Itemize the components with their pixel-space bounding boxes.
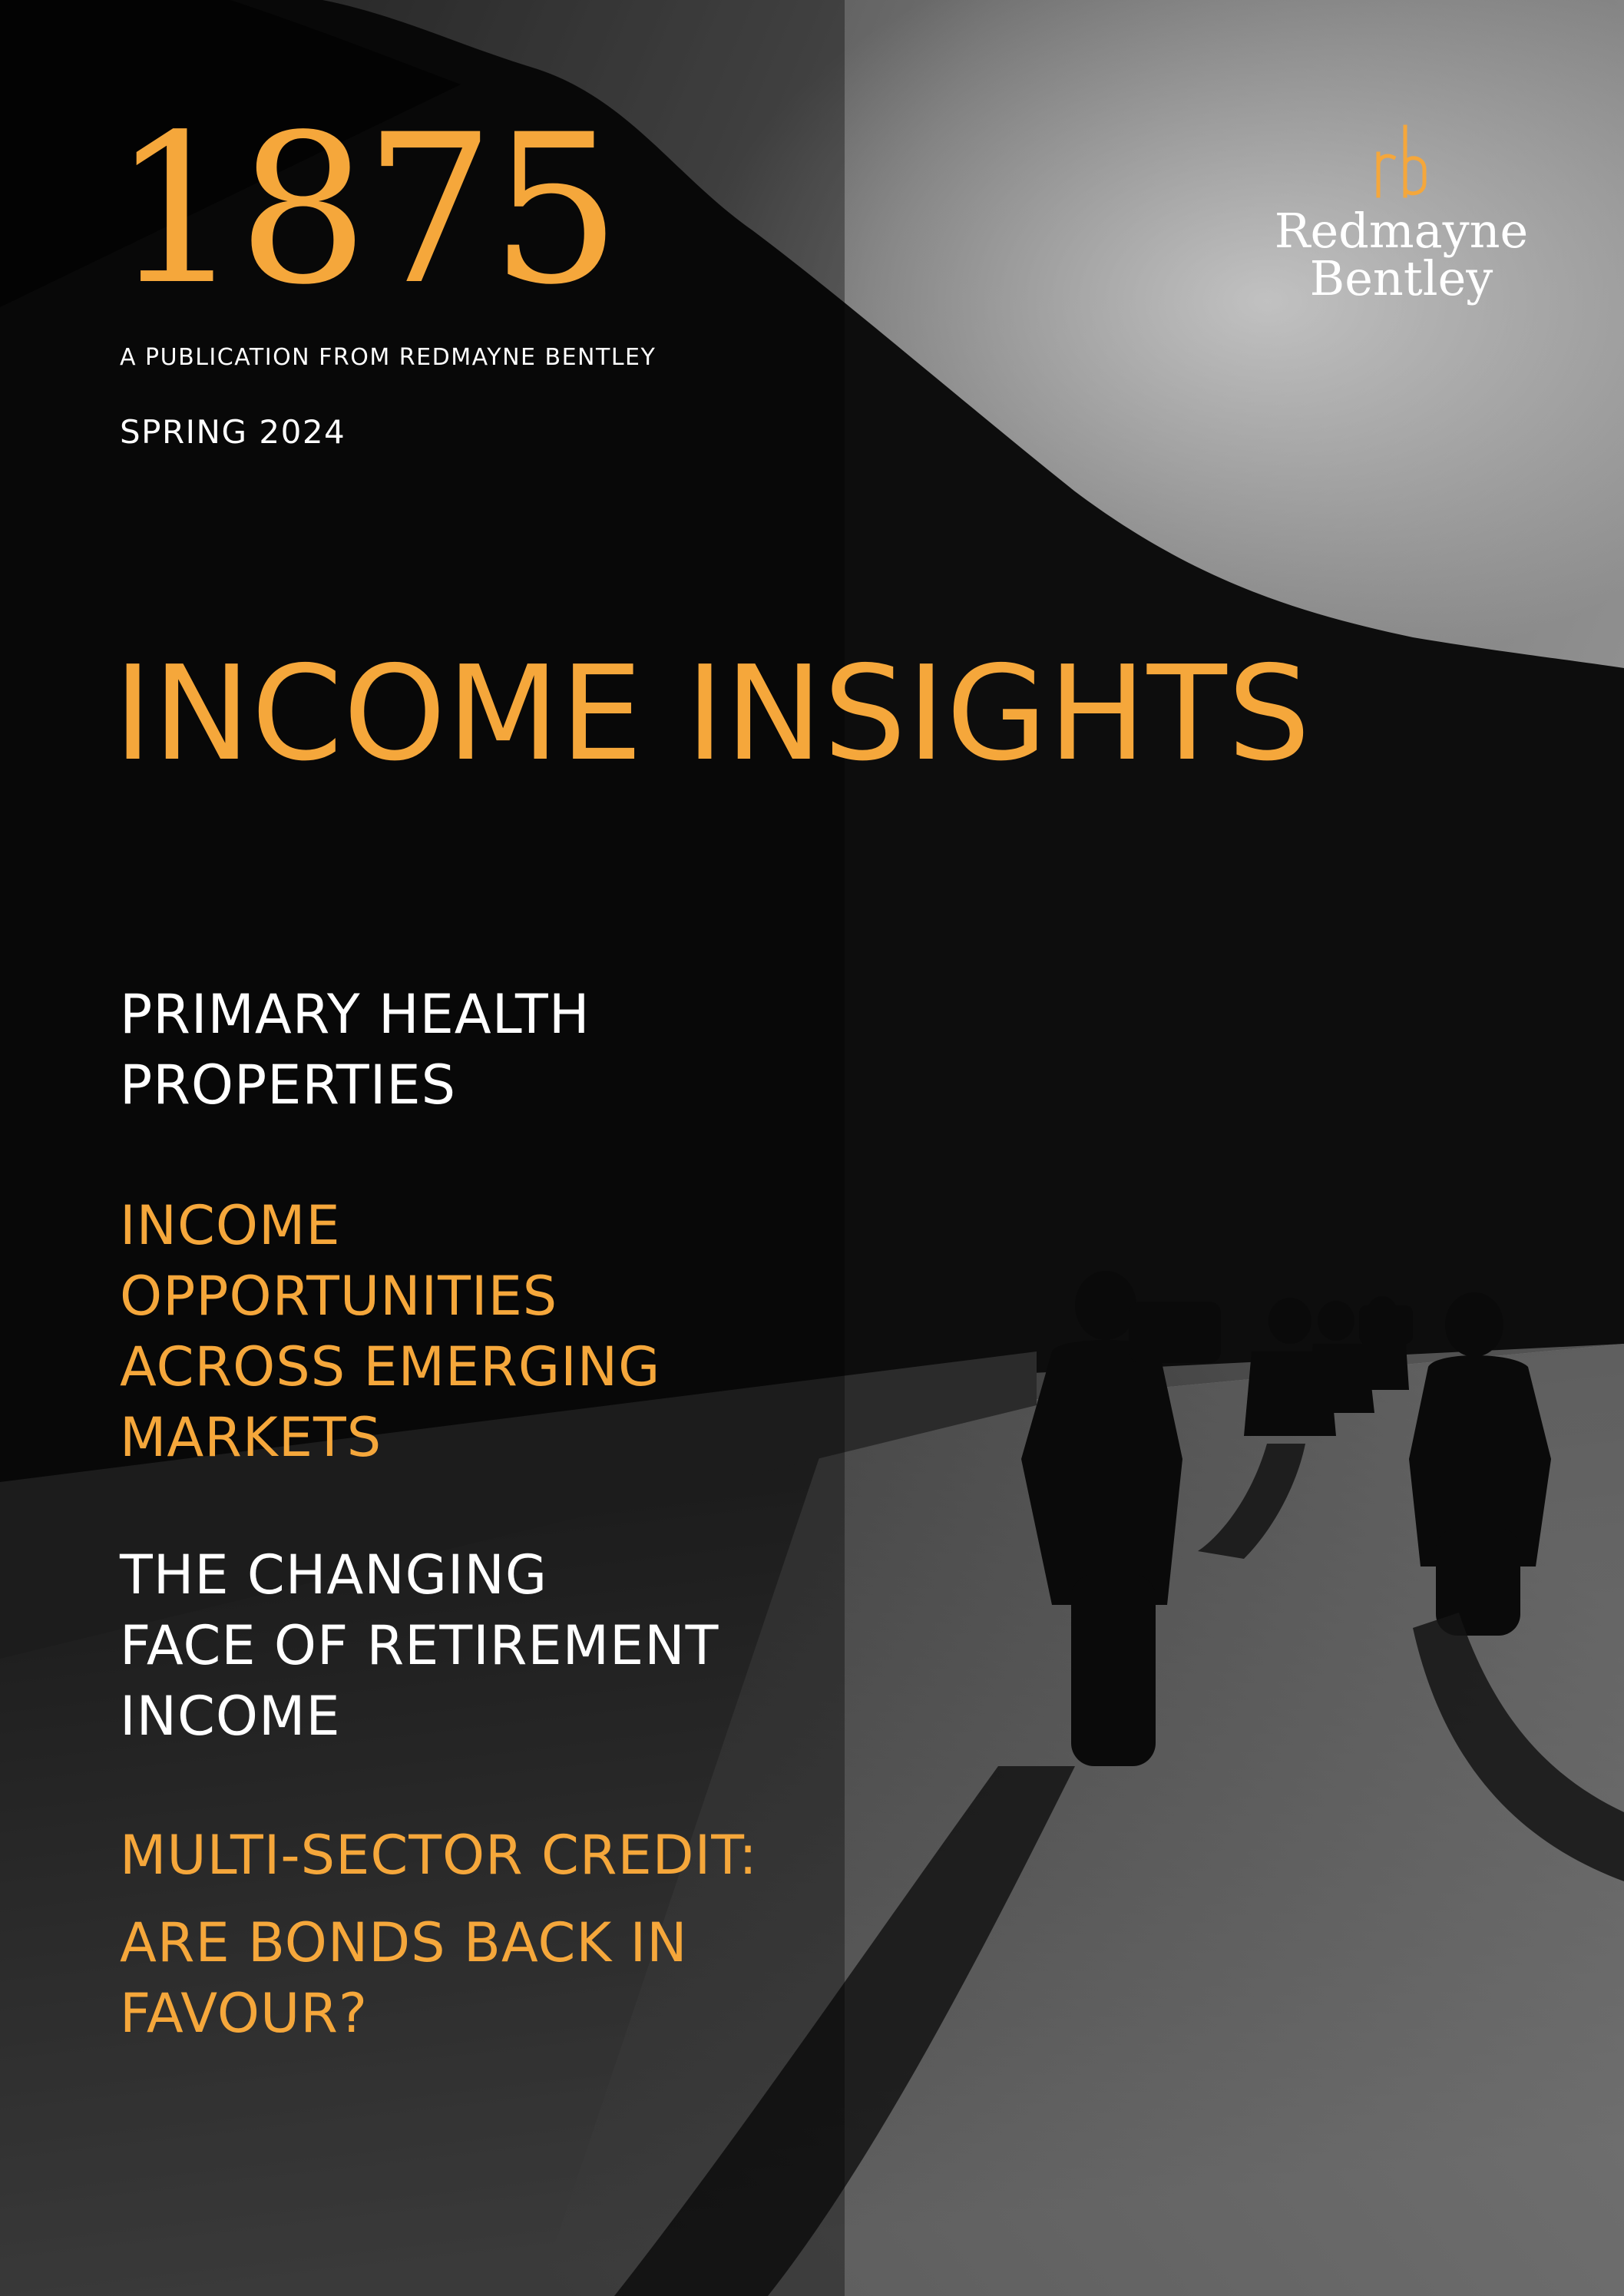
masthead-title: 1875 bbox=[111, 91, 617, 330]
headline-line: PRIMARY HEALTH bbox=[120, 983, 590, 1046]
headline-line: OPPORTUNITIES bbox=[120, 1265, 558, 1328]
brand-logo bbox=[1248, 123, 1555, 306]
publication-line: A PUBLICATION FROM REDMAYNE BENTLEY bbox=[120, 344, 657, 371]
headline-line: PROPERTIES bbox=[120, 1054, 456, 1117]
headline-line: ARE BONDS BACK IN bbox=[120, 1911, 688, 1974]
headline-line: MULTI-SECTOR CREDIT: bbox=[120, 1824, 758, 1887]
headline-emerging-markets bbox=[120, 1190, 660, 1473]
headline-primary-health-properties bbox=[120, 979, 590, 1120]
headline-line: ACROSS EMERGING bbox=[120, 1335, 661, 1398]
headline-line: THE CHANGING bbox=[120, 1543, 548, 1606]
brand-name-line-2: Bentley bbox=[1309, 250, 1493, 306]
brand-name-line-1: Redmayne bbox=[1274, 203, 1529, 259]
headline-line: INCOME bbox=[120, 1194, 341, 1257]
cover-title: INCOME INSIGHTS bbox=[114, 638, 1311, 790]
headline-multi-sector-credit bbox=[120, 1820, 758, 2049]
headline-retirement-income bbox=[120, 1540, 719, 1752]
rb-monogram-icon bbox=[1371, 123, 1432, 200]
headline-line: FACE OF RETIREMENT bbox=[120, 1614, 719, 1677]
issue-date: SPRING 2024 bbox=[120, 413, 346, 451]
headline-line: INCOME bbox=[120, 1685, 341, 1748]
headline-line: MARKETS bbox=[120, 1406, 382, 1469]
headline-line: FAVOUR? bbox=[120, 1982, 369, 2045]
